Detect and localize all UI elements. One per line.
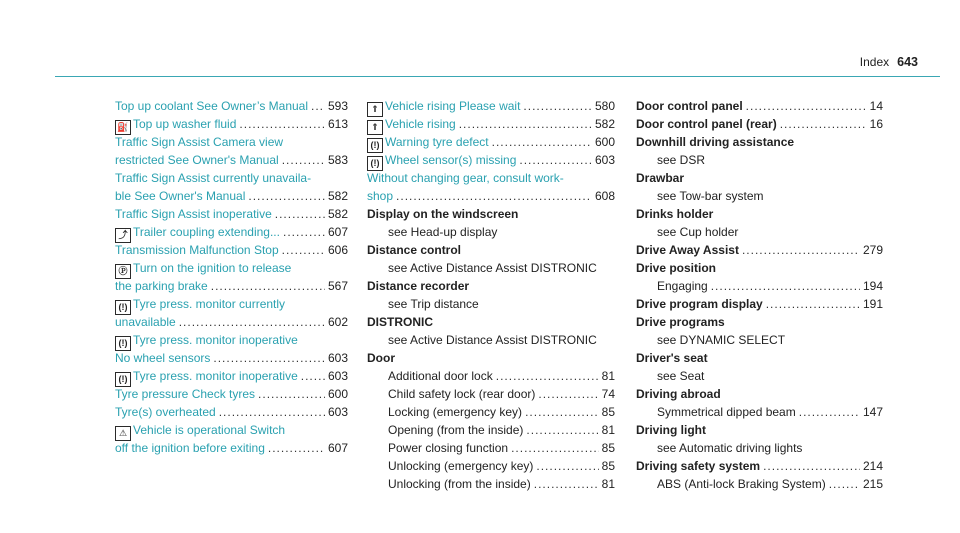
page-reference: 279 bbox=[862, 243, 883, 257]
entry-text bbox=[657, 403, 796, 421]
page-reference: 603 bbox=[327, 351, 348, 365]
vehicle-level-icon: ⇑ bbox=[367, 102, 383, 117]
dot-leader bbox=[248, 187, 325, 205]
dot-leader bbox=[780, 115, 867, 133]
index-label: Index bbox=[859, 55, 890, 69]
entry-label: Tyre press. monitor inoperative bbox=[133, 333, 298, 347]
index-link-entry[interactable] bbox=[115, 223, 348, 241]
dot-leader bbox=[213, 349, 325, 367]
page-reference: 85 bbox=[601, 405, 615, 419]
vehicle-level-icon: ⇑ bbox=[367, 120, 383, 135]
tyre-pressure-icon: (!) bbox=[367, 156, 383, 171]
dot-leader bbox=[179, 313, 325, 331]
entry-text bbox=[115, 151, 279, 169]
index-subentry bbox=[367, 259, 615, 277]
entry-label: ble See Owner's Manual bbox=[115, 189, 246, 203]
entry-text bbox=[636, 259, 716, 277]
page-reference: 603 bbox=[594, 153, 615, 167]
dot-leader bbox=[282, 151, 325, 169]
entry-text bbox=[388, 223, 497, 241]
entry-label: ABS (Anti-lock Braking System) bbox=[657, 477, 826, 491]
entry-text bbox=[115, 115, 236, 135]
dot-leader bbox=[258, 385, 325, 403]
index-heading bbox=[636, 97, 883, 115]
index-subentry bbox=[367, 421, 615, 439]
entry-label: Child safety lock (rear door) bbox=[388, 387, 536, 401]
tyre-pressure-icon: (!) bbox=[115, 300, 131, 315]
index-subentry bbox=[636, 403, 883, 421]
index-heading bbox=[636, 313, 883, 331]
entry-text bbox=[115, 241, 279, 259]
page-reference: 603 bbox=[327, 405, 348, 419]
entry-text bbox=[115, 439, 265, 457]
index-heading bbox=[636, 421, 883, 439]
dot-leader bbox=[459, 115, 592, 133]
entry-label: Engaging bbox=[657, 279, 708, 293]
entry-label: Door bbox=[367, 351, 395, 365]
entry-text bbox=[115, 169, 311, 187]
entry-label: Distance recorder bbox=[367, 279, 470, 293]
entry-label: Door control panel bbox=[636, 99, 743, 113]
entry-label: off the ignition before exiting bbox=[115, 441, 265, 455]
index-link-entry[interactable] bbox=[115, 241, 348, 259]
index-subentry bbox=[367, 439, 615, 457]
index-link-entry[interactable] bbox=[115, 259, 348, 277]
page-header bbox=[860, 55, 918, 69]
entry-label: Drive Away Assist bbox=[636, 243, 739, 257]
dot-leader bbox=[536, 457, 598, 475]
entry-label: Tyre pressure Check tyres bbox=[115, 387, 256, 401]
index-heading bbox=[367, 277, 615, 295]
page-reference: 582 bbox=[327, 189, 348, 203]
dot-leader bbox=[746, 97, 867, 115]
entry-label: Unlocking (emergency key) bbox=[388, 459, 534, 473]
entry-label: Power closing function bbox=[388, 441, 509, 455]
entry-label: Without changing gear, consult work- bbox=[367, 171, 564, 185]
index-heading bbox=[636, 115, 883, 133]
entry-text bbox=[367, 115, 456, 135]
entry-label: Driving light bbox=[636, 423, 706, 437]
entry-text bbox=[115, 313, 176, 331]
entry-label: Tyre press. monitor currently bbox=[133, 297, 286, 311]
index-link-entry[interactable] bbox=[367, 97, 615, 115]
entry-label: Traffic Sign Assist inoperative bbox=[115, 207, 272, 221]
page-reference: 580 bbox=[594, 99, 615, 113]
entry-label: see Active Distance Assist DISTRONIC bbox=[388, 261, 597, 275]
entry-text bbox=[388, 457, 533, 475]
page-reference: 602 bbox=[327, 315, 348, 329]
entry-text bbox=[115, 277, 208, 295]
page-reference: 603 bbox=[327, 369, 348, 383]
index-heading bbox=[367, 205, 615, 223]
page-reference: 85 bbox=[601, 441, 615, 455]
entry-text bbox=[115, 295, 285, 315]
page-reference: 214 bbox=[862, 459, 883, 473]
dot-leader bbox=[711, 277, 860, 295]
page-number: 643 bbox=[897, 55, 918, 69]
page-reference: 607 bbox=[327, 441, 348, 455]
index-subentry bbox=[367, 475, 615, 493]
entry-label: see DYNAMIC SELECT bbox=[657, 333, 786, 347]
index-heading bbox=[636, 385, 883, 403]
entry-label: Tyre(s) overheated bbox=[115, 405, 216, 419]
page-reference: 191 bbox=[862, 297, 883, 311]
entry-text bbox=[636, 97, 743, 115]
entry-text bbox=[367, 133, 489, 153]
entry-text bbox=[115, 133, 283, 151]
entry-text bbox=[388, 259, 597, 277]
page-reference: 613 bbox=[327, 117, 348, 131]
index-subentry bbox=[367, 403, 615, 421]
index-column-1 bbox=[115, 97, 348, 457]
entry-label: Distance control bbox=[367, 243, 462, 257]
entry-label: Drawbar bbox=[636, 171, 685, 185]
entry-text bbox=[115, 385, 255, 403]
page-reference: 215 bbox=[862, 477, 883, 491]
index-subentry bbox=[636, 475, 883, 493]
page-reference: 582 bbox=[594, 117, 615, 131]
entry-label: see Tow-bar system bbox=[657, 189, 764, 203]
entry-text bbox=[657, 151, 705, 169]
index-heading bbox=[636, 457, 883, 475]
entry-text bbox=[636, 385, 721, 403]
entry-text bbox=[636, 133, 794, 151]
dot-leader bbox=[219, 403, 325, 421]
index-link-entry[interactable] bbox=[115, 367, 348, 385]
index-subentry bbox=[367, 367, 615, 385]
entry-text bbox=[115, 421, 285, 441]
entry-text bbox=[636, 313, 725, 331]
page-reference: 85 bbox=[601, 459, 615, 473]
entry-label: Driver's seat bbox=[636, 351, 708, 365]
entry-text bbox=[388, 331, 597, 349]
entry-label: Tyre press. monitor inoperative bbox=[133, 369, 298, 383]
page-reference: 608 bbox=[594, 189, 615, 203]
entry-label: see Automatic driving lights bbox=[657, 441, 803, 455]
entry-text bbox=[657, 223, 738, 241]
dot-leader bbox=[534, 475, 599, 493]
index-link-entry[interactable] bbox=[115, 169, 348, 187]
dot-leader bbox=[538, 385, 598, 403]
entry-text bbox=[367, 205, 518, 223]
coolant-top-up-icon: ⛽ bbox=[115, 120, 131, 135]
entry-text bbox=[115, 97, 308, 115]
page-reference: 593 bbox=[327, 99, 348, 113]
entry-text bbox=[388, 403, 522, 421]
entry-text bbox=[636, 241, 739, 259]
dot-leader bbox=[526, 421, 598, 439]
entry-text bbox=[636, 421, 706, 439]
index-heading bbox=[636, 241, 883, 259]
dot-leader bbox=[519, 151, 592, 169]
entry-text bbox=[367, 187, 393, 205]
header-rule bbox=[55, 76, 940, 77]
index-heading bbox=[636, 169, 883, 187]
entry-label: Symmetrical dipped beam bbox=[657, 405, 796, 419]
page-reference: 607 bbox=[327, 225, 348, 239]
entry-label: Vehicle is operational Switch bbox=[133, 423, 286, 437]
dot-leader bbox=[275, 205, 325, 223]
index-heading bbox=[636, 133, 883, 151]
entry-text bbox=[636, 295, 763, 313]
index-subentry bbox=[636, 187, 883, 205]
entry-text bbox=[367, 313, 433, 331]
entry-text bbox=[115, 331, 298, 351]
dot-leader bbox=[492, 133, 592, 151]
entry-label: Unlocking (from the inside) bbox=[388, 477, 531, 491]
page-reference: 147 bbox=[862, 405, 883, 419]
entry-text bbox=[388, 367, 493, 385]
entry-label: Additional door lock bbox=[388, 369, 493, 383]
dot-leader bbox=[301, 367, 325, 385]
entry-label: DISTRONIC bbox=[367, 315, 433, 329]
entry-label: Trailer coupling extending... bbox=[133, 225, 280, 239]
index-link-entry[interactable] bbox=[115, 385, 348, 403]
index-subentry bbox=[367, 331, 615, 349]
index-link-entry[interactable] bbox=[367, 133, 615, 151]
entry-text bbox=[636, 115, 777, 133]
entry-text bbox=[388, 385, 535, 403]
page-reference: 606 bbox=[327, 243, 348, 257]
page-reference: 582 bbox=[327, 207, 348, 221]
index-subentry bbox=[367, 457, 615, 475]
tyre-pressure-icon: (!) bbox=[115, 336, 131, 351]
tyre-pressure-icon: (!) bbox=[367, 138, 383, 153]
entry-label: Traffic Sign Assist currently unavaila- bbox=[115, 171, 312, 185]
entry-text bbox=[657, 331, 785, 349]
dot-leader bbox=[283, 223, 325, 241]
page-reference: 194 bbox=[862, 279, 883, 293]
page-reference: 567 bbox=[327, 279, 348, 293]
dot-leader bbox=[511, 439, 599, 457]
entry-label: Transmission Malfunction Stop bbox=[115, 243, 279, 257]
index-link-entry[interactable] bbox=[367, 187, 615, 205]
entry-label: restricted See Owner's Manual bbox=[115, 153, 279, 167]
entry-label: Drive programs bbox=[636, 315, 725, 329]
entry-text bbox=[367, 277, 469, 295]
entry-label: Turn on the ignition to release bbox=[133, 261, 292, 275]
index-heading bbox=[636, 259, 883, 277]
entry-label: Drive position bbox=[636, 261, 717, 275]
entry-text bbox=[115, 223, 280, 243]
entry-label: shop bbox=[367, 189, 394, 203]
entry-text bbox=[367, 97, 520, 117]
index-link-entry[interactable] bbox=[115, 439, 348, 457]
entry-label: see Head-up display bbox=[388, 225, 498, 239]
index-heading bbox=[367, 349, 615, 367]
index-link-entry[interactable] bbox=[367, 115, 615, 133]
entry-text bbox=[657, 475, 826, 493]
entry-label: Vehicle rising bbox=[385, 117, 456, 131]
dot-leader bbox=[766, 295, 860, 313]
entry-text bbox=[367, 151, 516, 171]
index-link-entry[interactable] bbox=[115, 115, 348, 133]
entry-text bbox=[636, 205, 713, 223]
entry-label: Door control panel (rear) bbox=[636, 117, 777, 131]
entry-label: see Seat bbox=[657, 369, 705, 383]
entry-label: see DSR bbox=[657, 153, 706, 167]
dot-leader bbox=[525, 403, 599, 421]
page-reference: 600 bbox=[327, 387, 348, 401]
entry-text bbox=[115, 205, 272, 223]
page-reference: 81 bbox=[601, 477, 615, 491]
index-heading bbox=[367, 241, 615, 259]
entry-label: Wheel sensor(s) missing bbox=[385, 153, 517, 167]
entry-label: Locking (emergency key) bbox=[388, 405, 523, 419]
dot-leader bbox=[311, 97, 325, 115]
entry-text bbox=[636, 457, 760, 475]
entry-text bbox=[115, 187, 245, 205]
dot-leader bbox=[211, 277, 325, 295]
entry-text bbox=[115, 403, 216, 421]
warning-triangle-icon: ⚠ bbox=[115, 426, 131, 441]
entry-label: Driving safety system bbox=[636, 459, 761, 473]
page-reference: 74 bbox=[601, 387, 615, 401]
dot-leader bbox=[396, 187, 592, 205]
index-heading bbox=[636, 349, 883, 367]
entry-label: Traffic Sign Assist Camera view bbox=[115, 135, 284, 149]
tyre-pressure-icon: (!) bbox=[115, 372, 131, 387]
index-link-entry[interactable] bbox=[115, 133, 348, 151]
dot-leader bbox=[799, 403, 860, 421]
index-subentry bbox=[636, 151, 883, 169]
entry-text bbox=[657, 277, 708, 295]
index-link-entry[interactable] bbox=[115, 295, 348, 313]
index-heading bbox=[367, 313, 615, 331]
index-subentry bbox=[367, 295, 615, 313]
entry-text bbox=[115, 349, 210, 367]
entry-text bbox=[367, 349, 395, 367]
index-subentry bbox=[636, 277, 883, 295]
entry-text bbox=[657, 439, 802, 457]
index-link-entry[interactable] bbox=[115, 205, 348, 223]
entry-text bbox=[636, 169, 684, 187]
entry-label: Downhill driving assistance bbox=[636, 135, 795, 149]
dot-leader bbox=[523, 97, 592, 115]
index-link-entry[interactable] bbox=[115, 313, 348, 331]
entry-label: Drinks holder bbox=[636, 207, 714, 221]
entry-label: Top up coolant See Owner’s Manual bbox=[115, 99, 309, 113]
page-reference: 16 bbox=[869, 117, 883, 131]
index-link-entry[interactable] bbox=[115, 331, 348, 349]
entry-label: see Active Distance Assist DISTRONIC bbox=[388, 333, 597, 347]
index-link-entry[interactable] bbox=[367, 151, 615, 169]
index-subentry bbox=[367, 223, 615, 241]
entry-text bbox=[115, 259, 291, 279]
index-subentry bbox=[636, 331, 883, 349]
entry-text bbox=[115, 367, 298, 387]
entry-text bbox=[367, 169, 564, 187]
entry-label: Top up washer fluid bbox=[133, 117, 237, 131]
entry-label: unavailable bbox=[115, 315, 176, 329]
dot-leader bbox=[268, 439, 325, 457]
entry-label: Opening (from the inside) bbox=[388, 423, 524, 437]
entry-text bbox=[388, 295, 479, 313]
entry-label: Display on the windscreen bbox=[367, 207, 519, 221]
index-link-entry[interactable] bbox=[115, 277, 348, 295]
index-link-entry[interactable] bbox=[115, 349, 348, 367]
dot-leader bbox=[763, 457, 860, 475]
index-link-entry[interactable] bbox=[115, 421, 348, 439]
index-heading bbox=[636, 295, 883, 313]
entry-text bbox=[657, 367, 704, 385]
index-column-3 bbox=[636, 97, 883, 493]
page-reference: 81 bbox=[601, 423, 615, 437]
page-reference: 14 bbox=[869, 99, 883, 113]
entry-label: Driving abroad bbox=[636, 387, 721, 401]
index-heading bbox=[636, 205, 883, 223]
dot-leader bbox=[742, 241, 860, 259]
entry-label: see Trip distance bbox=[388, 297, 479, 311]
index-link-entry[interactable] bbox=[367, 169, 615, 187]
entry-label: Warning tyre defect bbox=[385, 135, 489, 149]
dot-leader bbox=[829, 475, 860, 493]
index-subentry bbox=[636, 439, 883, 457]
trailer-hitch-icon: ⤴ bbox=[115, 228, 131, 243]
page-reference: 81 bbox=[601, 369, 615, 383]
entry-text bbox=[636, 349, 708, 367]
entry-label: No wheel sensors bbox=[115, 351, 211, 365]
entry-text bbox=[388, 475, 531, 493]
entry-label: see Cup holder bbox=[657, 225, 739, 239]
page-reference: 600 bbox=[594, 135, 615, 149]
dot-leader bbox=[239, 115, 325, 133]
entry-label: the parking brake bbox=[115, 279, 208, 293]
entry-label: Vehicle rising Please wait bbox=[385, 99, 521, 113]
index-link-entry[interactable] bbox=[115, 97, 348, 115]
entry-text bbox=[388, 421, 523, 439]
index-link-entry[interactable] bbox=[115, 187, 348, 205]
entry-text bbox=[388, 439, 508, 457]
parking-brake-icon: Ⓟ bbox=[115, 264, 131, 279]
dot-leader bbox=[496, 367, 599, 385]
index-subentry bbox=[636, 223, 883, 241]
index-subentry bbox=[636, 367, 883, 385]
entry-text bbox=[367, 241, 461, 259]
dot-leader bbox=[282, 241, 325, 259]
index-link-entry[interactable] bbox=[115, 151, 348, 169]
index-link-entry[interactable] bbox=[115, 403, 348, 421]
index-subentry bbox=[367, 385, 615, 403]
page-reference: 583 bbox=[327, 153, 348, 167]
entry-text bbox=[657, 187, 763, 205]
entry-label: Drive program display bbox=[636, 297, 763, 311]
index-column-2 bbox=[367, 97, 615, 493]
